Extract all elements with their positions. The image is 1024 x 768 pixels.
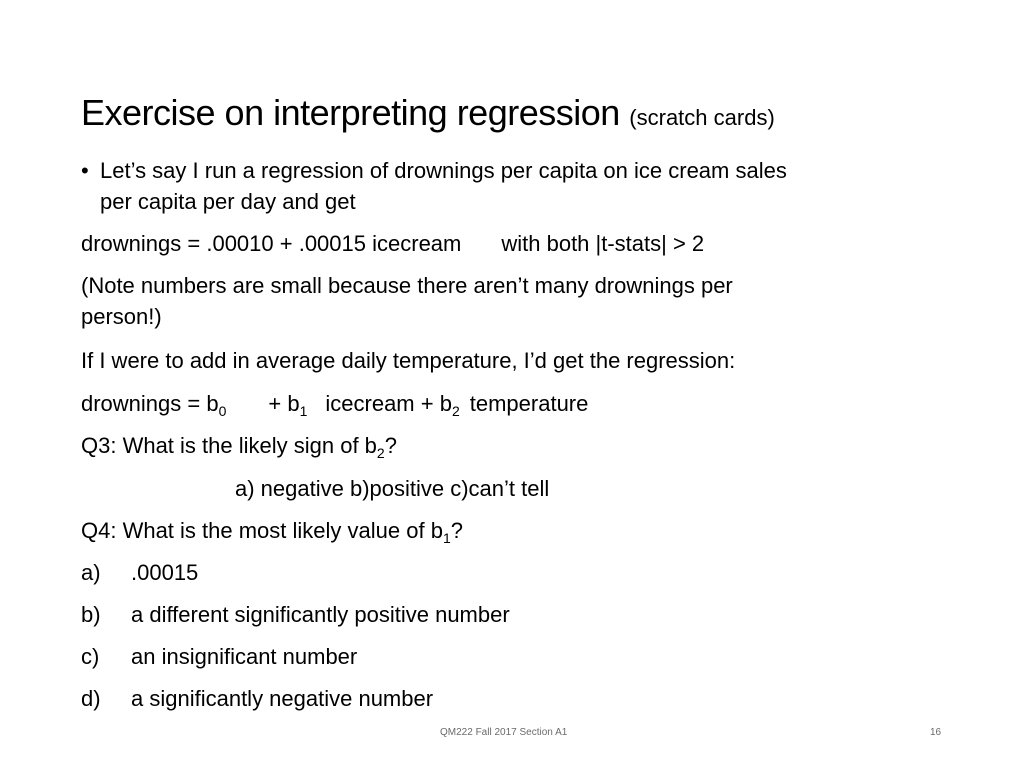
title-sub: (scratch cards) — [629, 105, 775, 130]
q3-suffix: ? — [384, 433, 397, 458]
equation-1-text: drownings = .00010 + .00015 icecream — [81, 231, 462, 256]
q4-option-b-label: b) — [81, 602, 101, 627]
equation-1-note: with both |t-stats| > 2 — [501, 231, 705, 256]
q4-option-c — [81, 643, 357, 671]
title-main: Exercise on interpreting regression — [81, 92, 620, 133]
bullet-icon: • — [81, 158, 89, 183]
q3-sub: 2 — [376, 445, 385, 461]
q4-option-b-text: a different significantly positive number — [131, 602, 510, 627]
q4-option-d — [81, 685, 433, 713]
eq2-b0-sub: 0 — [218, 403, 227, 419]
q4-option-c-label: c) — [81, 644, 100, 669]
eq2-b2-term: temperature — [469, 391, 589, 416]
q4-option-a-text: .00015 — [131, 560, 199, 585]
bullet-line-1: Let’s say I run a regression of drownings per capita on ice cream sales — [100, 158, 787, 183]
q4-option-a-label: a) — [81, 560, 101, 585]
eq2-b1-pre: + b — [268, 391, 300, 416]
eq2-b1-sub: 1 — [299, 403, 308, 419]
question-3 — [81, 432, 397, 460]
footer-course: QM222 Fall 2017 Section A1 — [440, 727, 568, 738]
equation-2 — [81, 390, 588, 418]
q3-options: a) negative b)positive c)can’t tell — [235, 476, 550, 501]
q4-option-d-text: a significantly negative number — [131, 686, 434, 711]
q4-prefix: Q4: What is the most likely value of b — [81, 518, 443, 543]
add-temperature-text: If I were to add in average daily temperature, I’d get the regression: — [81, 348, 736, 373]
q4-option-c-text: an insignificant number — [131, 644, 358, 669]
slide-title — [81, 92, 775, 134]
q4-sub: 1 — [442, 530, 451, 546]
q4-option-b — [81, 601, 510, 629]
eq2-lhs: drownings = b — [81, 391, 219, 416]
q3-prefix: Q3: What is the likely sign of b — [81, 433, 377, 458]
q4-option-a — [81, 559, 198, 587]
q4-suffix: ? — [450, 518, 463, 543]
note-line-1: (Note numbers are small because there aren’t many drownings per — [81, 273, 733, 298]
bullet-line-2: per capita per day and get — [100, 189, 356, 214]
eq2-b1-term: icecream + b — [325, 391, 452, 416]
slide-number: 16 — [930, 727, 942, 738]
q4-option-d-label: d) — [81, 686, 101, 711]
eq2-b2-sub: 2 — [451, 403, 460, 419]
equation-1 — [81, 230, 704, 258]
note-line-2: person!) — [81, 304, 162, 329]
question-4 — [81, 517, 463, 545]
